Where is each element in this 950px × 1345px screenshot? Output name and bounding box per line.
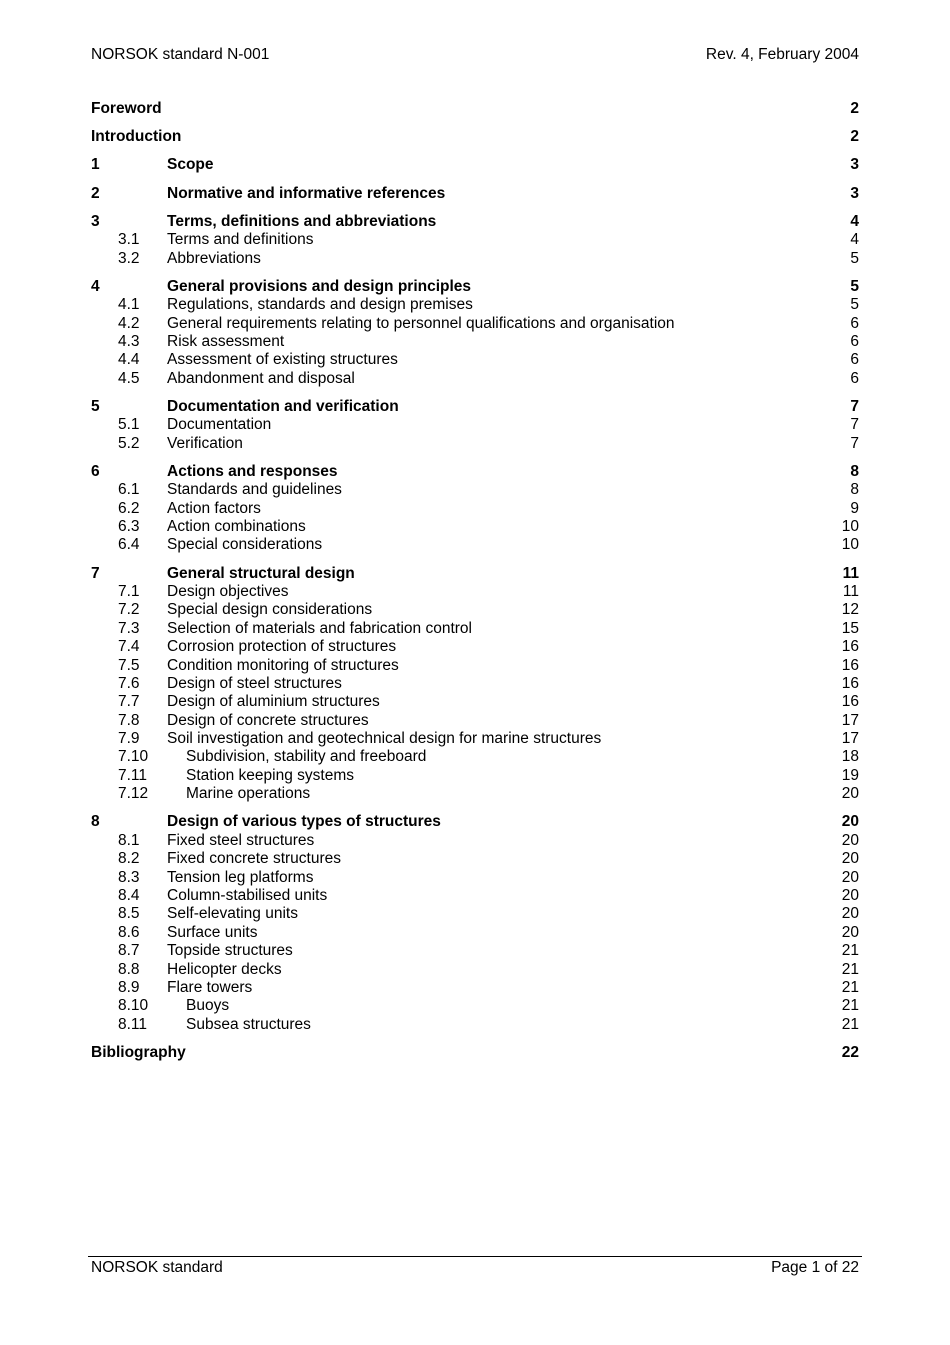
toc-entry-page: 7 [850,397,859,415]
toc-subsection-entry[interactable] [91,416,859,434]
toc-entry-title: Design of aluminium structures [167,693,380,711]
toc-entry-number: 8.4 [118,887,140,905]
toc-entry-title: General requirements relating to personnel qualifications and organisation [167,314,675,332]
toc-entry-number: 7.4 [118,638,140,656]
toc-entry-title: Scope [167,156,214,174]
toc-section-entry[interactable] [91,565,859,583]
toc-entry-page: 22 [841,1043,859,1061]
toc-entry-page: 8 [850,481,859,499]
toc-section-entry[interactable] [91,398,859,416]
toc-entry-title: Bibliography [91,1043,186,1061]
toc-entry-title: Fixed concrete structures [167,850,342,868]
toc-entry-page: 9 [850,499,859,517]
toc-entry-page: 4 [850,212,859,230]
toc-entry-page: 21 [841,997,859,1015]
toc-entry-title: Design of various types of structures [167,813,441,831]
toc-entry-title: Terms, definitions and abbreviations [167,212,437,230]
toc-entry-page: 20 [841,813,859,831]
toc-entry-title: Selection of materials and fabrication control [167,619,472,637]
toc-entry-page: 2 [850,100,859,117]
toc-entry-number: 2 [91,184,100,202]
toc-entry-number: 7.2 [118,601,140,619]
toc-entry-page: 3 [850,156,859,174]
toc-entry-title: Standards and guidelines [167,481,342,499]
toc-subsection-entry[interactable] [91,296,859,314]
toc-entry-title: Special considerations [167,536,323,554]
toc-entry-number: 8.8 [118,960,140,978]
toc-entry-page: 21 [841,960,859,978]
toc-entry-title: General structural design [167,564,355,582]
toc-entry-number: 6.1 [118,481,140,499]
toc-entry-number: 7.11 [118,766,148,784]
toc-subsection-entry[interactable] [91,942,859,960]
header-revision: Rev. 4, February 2004 [705,46,859,63]
toc-entry-number: 8.10 [118,997,149,1015]
toc-subsection-entry[interactable] [91,832,859,850]
toc-entry-title: Tension leg platforms [167,868,314,886]
toc-entry-title: Helicopter decks [167,960,282,978]
toc-entry-page: 16 [841,638,859,656]
toc-entry-title: Design of concrete structures [167,711,369,729]
toc-entry-page: 20 [841,831,859,849]
toc-entry-number: 7.10 [118,748,149,766]
toc-subsection-entry[interactable] [91,730,859,748]
toc-subsection-entry[interactable] [91,785,859,803]
toc-entry-number: 6.4 [118,536,140,554]
toc-entry-page: 6 [850,351,859,369]
toc-entry-number: 4.5 [118,369,140,387]
toc-entry-page: 20 [841,923,859,941]
toc-entry-page: 20 [841,785,859,803]
toc-entry-page: 5 [850,296,859,314]
toc-subsection-entry[interactable] [91,850,859,868]
toc-entry-title: Subdivision, stability and freeboard [186,748,427,766]
toc-entry-page: 21 [841,1015,859,1033]
toc-entry-title: Actions and responses [167,462,338,480]
toc-entry-number: 8.1 [118,831,140,849]
toc-subsection-entry[interactable] [91,712,859,730]
footer-document-name: NORSOK standard [91,1259,223,1276]
toc-entry-title: Self-elevating units [167,905,298,923]
toc-subsection-entry[interactable] [91,924,859,942]
toc-subsection-entry[interactable] [91,481,859,499]
toc-entry-title: Action factors [167,499,261,517]
toc-subsection-entry[interactable] [91,583,859,601]
footer-page-number: Page 1 of 22 [771,1259,859,1276]
toc-subsection-entry[interactable] [91,997,859,1015]
header-document-title: NORSOK standard N-001 [91,46,270,63]
toc-entry-title: Assessment of existing structures [167,351,398,369]
toc-entry-page: 16 [841,693,859,711]
toc-entry-number: 7.9 [118,730,140,748]
toc-entry-page: 5 [850,249,859,267]
toc-entry-number: 6.2 [118,499,140,517]
toc-subsection-entry[interactable] [91,905,859,923]
toc-entry-page: 10 [841,518,859,535]
toc-subsection-entry[interactable] [91,620,859,638]
toc-entry-page: 6 [850,332,859,350]
toc-entry-number: 4.1 [118,296,140,314]
toc-entry-page: 11 [842,564,859,582]
toc-entry-title: Station keeping systems [186,766,355,784]
toc-section-entry[interactable] [91,185,859,203]
toc-entry-number: 3.2 [118,249,140,267]
toc-entry-number: 5.2 [118,434,140,452]
toc-entry-title: Documentation and verification [167,397,399,415]
footer-divider [88,1256,862,1257]
toc-entry-page: 19 [841,766,859,784]
toc-entry-number: 4 [91,277,100,295]
toc-entry-number: 6.3 [118,518,140,535]
toc-entry-title: Normative and informative references [167,184,446,202]
toc-entry-page: 7 [850,416,859,434]
toc-entry-page: 20 [841,850,859,868]
toc-entry-title: Terms and definitions [167,231,314,249]
toc-entry-number: 8.3 [118,868,140,886]
toc-subsection-entry[interactable] [91,351,859,369]
toc-entry-title: Subsea structures [186,1015,311,1033]
toc-entry-number: 4.4 [118,351,140,369]
toc-entry-title: Introduction [91,128,182,146]
toc-subsection-entry[interactable] [91,601,859,619]
toc-entry-title: Corrosion protection of structures [167,638,397,656]
toc-entry-number: 8.9 [118,978,140,996]
toc-entry-title: Verification [167,434,243,452]
toc-subsection-entry[interactable] [91,1016,859,1034]
toc-entry-number: 8.2 [118,850,140,868]
toc-section-entry[interactable] [91,128,859,146]
toc-entry-number: 8 [91,813,100,831]
toc-entry-number: 7.7 [118,693,140,711]
toc-entry-number: 7.12 [118,785,149,803]
toc-section-entry[interactable] [91,156,859,174]
toc-section-entry[interactable] [91,278,859,296]
toc-subsection-entry[interactable] [91,231,859,249]
toc-entry-number: 7.8 [118,711,140,729]
toc-subsection-entry[interactable] [91,370,859,388]
toc-subsection-entry[interactable] [91,435,859,453]
toc-subsection-entry[interactable] [91,869,859,887]
toc-subsection-entry[interactable] [91,333,859,351]
toc-subsection-entry[interactable] [91,518,859,536]
toc-entry-title: Regulations, standards and design premises [167,296,473,314]
toc-entry-page: 10 [841,536,859,554]
toc-subsection-entry[interactable] [91,748,859,766]
toc-entry-title: Abbreviations [167,249,261,267]
toc-entry-page: 16 [841,674,859,692]
table-of-contents [91,100,859,1062]
toc-entry-title: Design of steel structures [167,674,342,692]
toc-section-entry[interactable] [91,813,859,831]
toc-subsection-entry[interactable] [91,961,859,979]
toc-entry-number: 7.5 [118,656,140,674]
toc-entry-page: 20 [841,905,859,923]
toc-entry-page: 8 [850,462,859,480]
toc-entry-page: 20 [841,887,859,905]
toc-subsection-entry[interactable] [91,887,859,905]
toc-entry-title: Special design considerations [167,601,373,619]
toc-entry-number: 5 [91,397,100,415]
toc-entry-title: General provisions and design principles [167,277,472,295]
toc-entry-title: Foreword [91,100,162,117]
toc-subsection-entry[interactable] [91,767,859,785]
toc-subsection-entry[interactable] [91,675,859,693]
toc-entry-page: 12 [841,601,859,619]
toc-entry-page: 3 [850,184,859,202]
toc-entry-page: 20 [841,868,859,886]
toc-entry-title: Topside structures [167,942,293,960]
toc-subsection-entry[interactable] [91,536,859,554]
toc-entry-title: Design objectives [167,582,289,600]
toc-entry-title: Condition monitoring of structures [167,656,399,674]
page-header [91,45,859,65]
toc-entry-page: 17 [841,730,859,748]
toc-entry-page: 15 [841,619,859,637]
toc-subsection-entry[interactable] [91,250,859,268]
toc-subsection-entry[interactable] [91,657,859,675]
toc-entry-page: 7 [850,434,859,452]
toc-entry-number: 1 [91,156,100,174]
toc-entry-page: 6 [850,314,859,332]
toc-subsection-entry[interactable] [91,693,859,711]
toc-entry-title: Action combinations [167,518,306,535]
toc-entry-number: 6 [91,462,100,480]
toc-section-entry[interactable] [91,1044,859,1062]
toc-entry-number: 7 [91,564,100,582]
toc-entry-number: 3.1 [118,231,140,249]
toc-entry-number: 7.1 [118,582,140,600]
toc-entry-page: 6 [850,369,859,387]
toc-entry-title: Surface units [167,923,258,941]
toc-entry-page: 16 [841,656,859,674]
toc-entry-title: Abandonment and disposal [167,369,355,387]
toc-entry-title: Flare towers [167,978,253,996]
toc-entry-page: 4 [850,231,859,249]
toc-entry-number: 7.3 [118,619,140,637]
toc-entry-title: Risk assessment [167,332,285,350]
toc-subsection-entry[interactable] [91,500,859,518]
toc-entry-number: 8.7 [118,942,140,960]
toc-entry-number: 4.2 [118,314,140,332]
toc-entry-number: 8.6 [118,923,140,941]
toc-subsection-entry[interactable] [91,979,859,997]
toc-entry-page: 2 [850,128,859,146]
toc-section-entry[interactable] [91,463,859,481]
toc-entry-page: 21 [841,978,859,996]
toc-subsection-entry[interactable] [91,638,859,656]
toc-entry-page: 17 [841,711,859,729]
toc-entry-title: Documentation [167,416,272,434]
toc-entry-number: 4.3 [118,332,140,350]
toc-entry-title: Fixed steel structures [167,831,315,849]
toc-section-entry[interactable] [91,100,859,118]
toc-section-entry[interactable] [91,213,859,231]
toc-entry-title: Column-stabilised units [167,887,328,905]
page-footer [91,1258,859,1278]
toc-entry-title: Buoys [186,997,230,1015]
toc-entry-number: 8.5 [118,905,140,923]
toc-entry-page: 18 [841,748,859,766]
toc-entry-title: Marine operations [186,785,311,803]
toc-entry-number: 8.11 [118,1015,148,1033]
toc-entry-number: 5.1 [118,416,140,434]
toc-entry-page: 11 [842,582,859,600]
toc-subsection-entry[interactable] [91,315,859,333]
toc-entry-title: Soil investigation and geotechnical design for marine structures [167,730,602,748]
toc-entry-page: 21 [841,942,859,960]
toc-entry-number: 3 [91,212,100,230]
toc-entry-page: 5 [850,277,859,295]
toc-entry-number: 7.6 [118,674,140,692]
